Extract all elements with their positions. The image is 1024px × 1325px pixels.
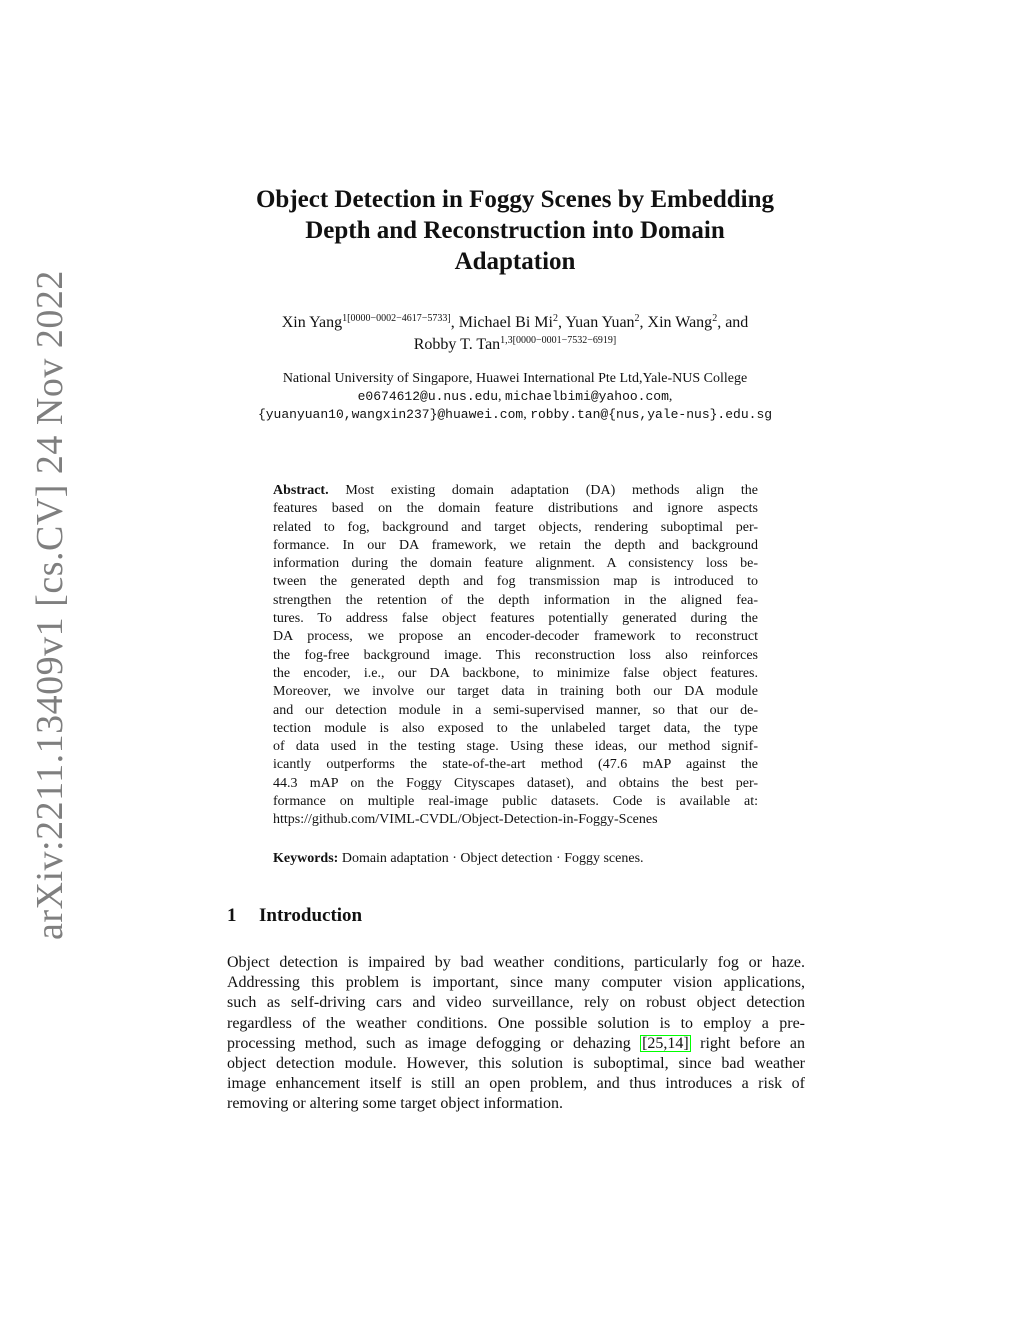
citation-link[interactable]: [25,14]	[642, 1034, 689, 1052]
author-name: Robby T. Tan	[413, 336, 501, 353]
intro-line: Object detection is impaired by bad weather conditions, particularly fog or haze.	[227, 954, 805, 971]
keywords	[273, 850, 758, 868]
abstract-line: DA process, we propose an encoder-decoder framework to reconstruct	[273, 629, 758, 645]
author-name: Yuan Yuan	[565, 314, 635, 331]
email-link[interactable]: michaelbimi@yahoo.com	[505, 389, 669, 404]
author-affiliation-mark: 1,3[0000−0001−7532−6919]	[500, 335, 617, 346]
author-name: Michael Bi Mi	[458, 314, 553, 331]
author-affiliation-mark: 2	[712, 313, 718, 324]
title-line: Depth and Reconstruction into Domain	[305, 217, 725, 244]
email-line: {yuanyuan10,wangxin237}@huawei.com, robby.tan@{nus,yale-nus}.edu.sg	[257, 407, 773, 422]
abstract-line: tection module is also exposed to the unlabeled target data, the type	[273, 720, 758, 736]
abstract-line	[273, 482, 758, 500]
abstract-line: icantly outperforms the state-of-the-art method (47.6 mAP against the	[273, 757, 758, 773]
abstract-line: features based on the domain feature distributions and ignore aspects	[273, 501, 758, 517]
title-line: Adaptation	[454, 248, 576, 275]
arxiv-identifier: arXiv:2211.13409v1 [cs.CV] 24 Nov 2022	[29, 270, 71, 940]
email-link[interactable]: robby.tan@{nus,yale-nus}.edu.sg	[530, 407, 773, 422]
keywords-label: Keywords:	[273, 851, 339, 866]
intro-line: regardless of the weather conditions. One possible solution is to employ a pre-	[227, 1014, 805, 1032]
abstract-line: strengthen the retention of the depth information in the aligned fea-	[273, 592, 758, 608]
abstract-line: tures. To address false object features potentially generated during the	[273, 611, 758, 627]
abstract-line: the fog-free background image. This reconstruction loss also reinforces	[273, 647, 758, 663]
paper-title	[200, 184, 830, 277]
affiliation-block	[200, 370, 830, 424]
section-heading	[227, 905, 362, 927]
intro-text: right before an	[700, 1034, 806, 1052]
abstract-line: of data used in the testing stage. Using these ideas, our method signif-	[273, 739, 758, 755]
intro-line: removing or altering some target object information.	[227, 1095, 564, 1113]
intro-text: processing method, such as image defogging or dehazing	[227, 1034, 631, 1052]
author-name: Xin Wang	[647, 314, 713, 331]
affiliation: National University of Singapore, Huawei International Pte Ltd,Yale-NUS College	[282, 371, 748, 386]
intro-line: Addressing this problem is important, since many computer vision applications,	[227, 974, 805, 992]
email-link[interactable]: {yuanyuan10,wangxin237}@huawei.com	[257, 407, 524, 422]
author-separator: ,	[450, 314, 459, 331]
code-url[interactable]: https://github.com/VIML-CVDL/Object-Detection-in-Foggy-Scenes	[273, 812, 658, 828]
intro-paragraph	[227, 953, 805, 1115]
email-link[interactable]: e0674612@u.nus.edu	[357, 389, 499, 404]
abstract-line: formance on multiple real-image public datasets. Code is available at:	[273, 794, 758, 810]
abstract-line: information during the domain feature alignment. A consistency loss be-	[273, 556, 758, 572]
author-affiliation-mark: 1[0000−0002−4617−5733]	[342, 313, 451, 324]
keywords-text: Domain adaptation · Object detection · Foggy scenes.	[341, 851, 644, 866]
intro-line: image enhancement itself is still an open problem, and thus introduces a risk of	[227, 1075, 805, 1093]
abstract-line: formance. In our DA framework, we retain the depth and background	[273, 537, 758, 553]
abstract-line: the encoder, i.e., our DA backbone, to minimize false object features.	[273, 665, 758, 681]
section-title: Introduction	[259, 905, 363, 926]
author-line	[200, 312, 830, 334]
author-affiliation-mark: 2	[552, 313, 558, 324]
intro-line: such as self-driving cars and video surveillance, rely on robust object detection	[227, 994, 805, 1012]
author-affiliation-mark: 2	[634, 313, 640, 324]
section-number: 1	[227, 905, 237, 926]
intro-line: object detection module. However, this solution is suboptimal, since bad weather	[227, 1055, 805, 1073]
abstract-line: Moreover, we involve our target data in training both our DA module	[273, 684, 758, 700]
abstract-line: 44.3 mAP on the Foggy Cityscapes dataset), and obtains the best per-	[273, 775, 758, 791]
author-separator: ,	[557, 314, 566, 331]
abstract-line: and our detection module in a semi-supervised manner, so that our de-	[273, 702, 758, 718]
author-line	[200, 334, 830, 356]
abstract	[273, 482, 758, 830]
author-list	[200, 312, 830, 356]
email-line: e0674612@u.nus.edu, michaelbimi@yahoo.com,	[357, 389, 673, 404]
abstract-line: tween the generated depth and fog transmission map is introduced to	[273, 574, 758, 590]
author-name: Xin Yang	[281, 314, 343, 331]
abstract-line: related to fog, background and target objects, rendering suboptimal per-	[273, 519, 758, 535]
abstract-label: Abstract.	[273, 483, 329, 498]
intro-line	[227, 1034, 805, 1054]
author-separator: , and	[717, 314, 749, 331]
abstract-text: Most existing domain adaptation (DA) methods align the	[345, 483, 758, 498]
author-separator: ,	[639, 314, 648, 331]
title-line: Object Detection in Foggy Scenes by Embedding	[255, 186, 775, 213]
